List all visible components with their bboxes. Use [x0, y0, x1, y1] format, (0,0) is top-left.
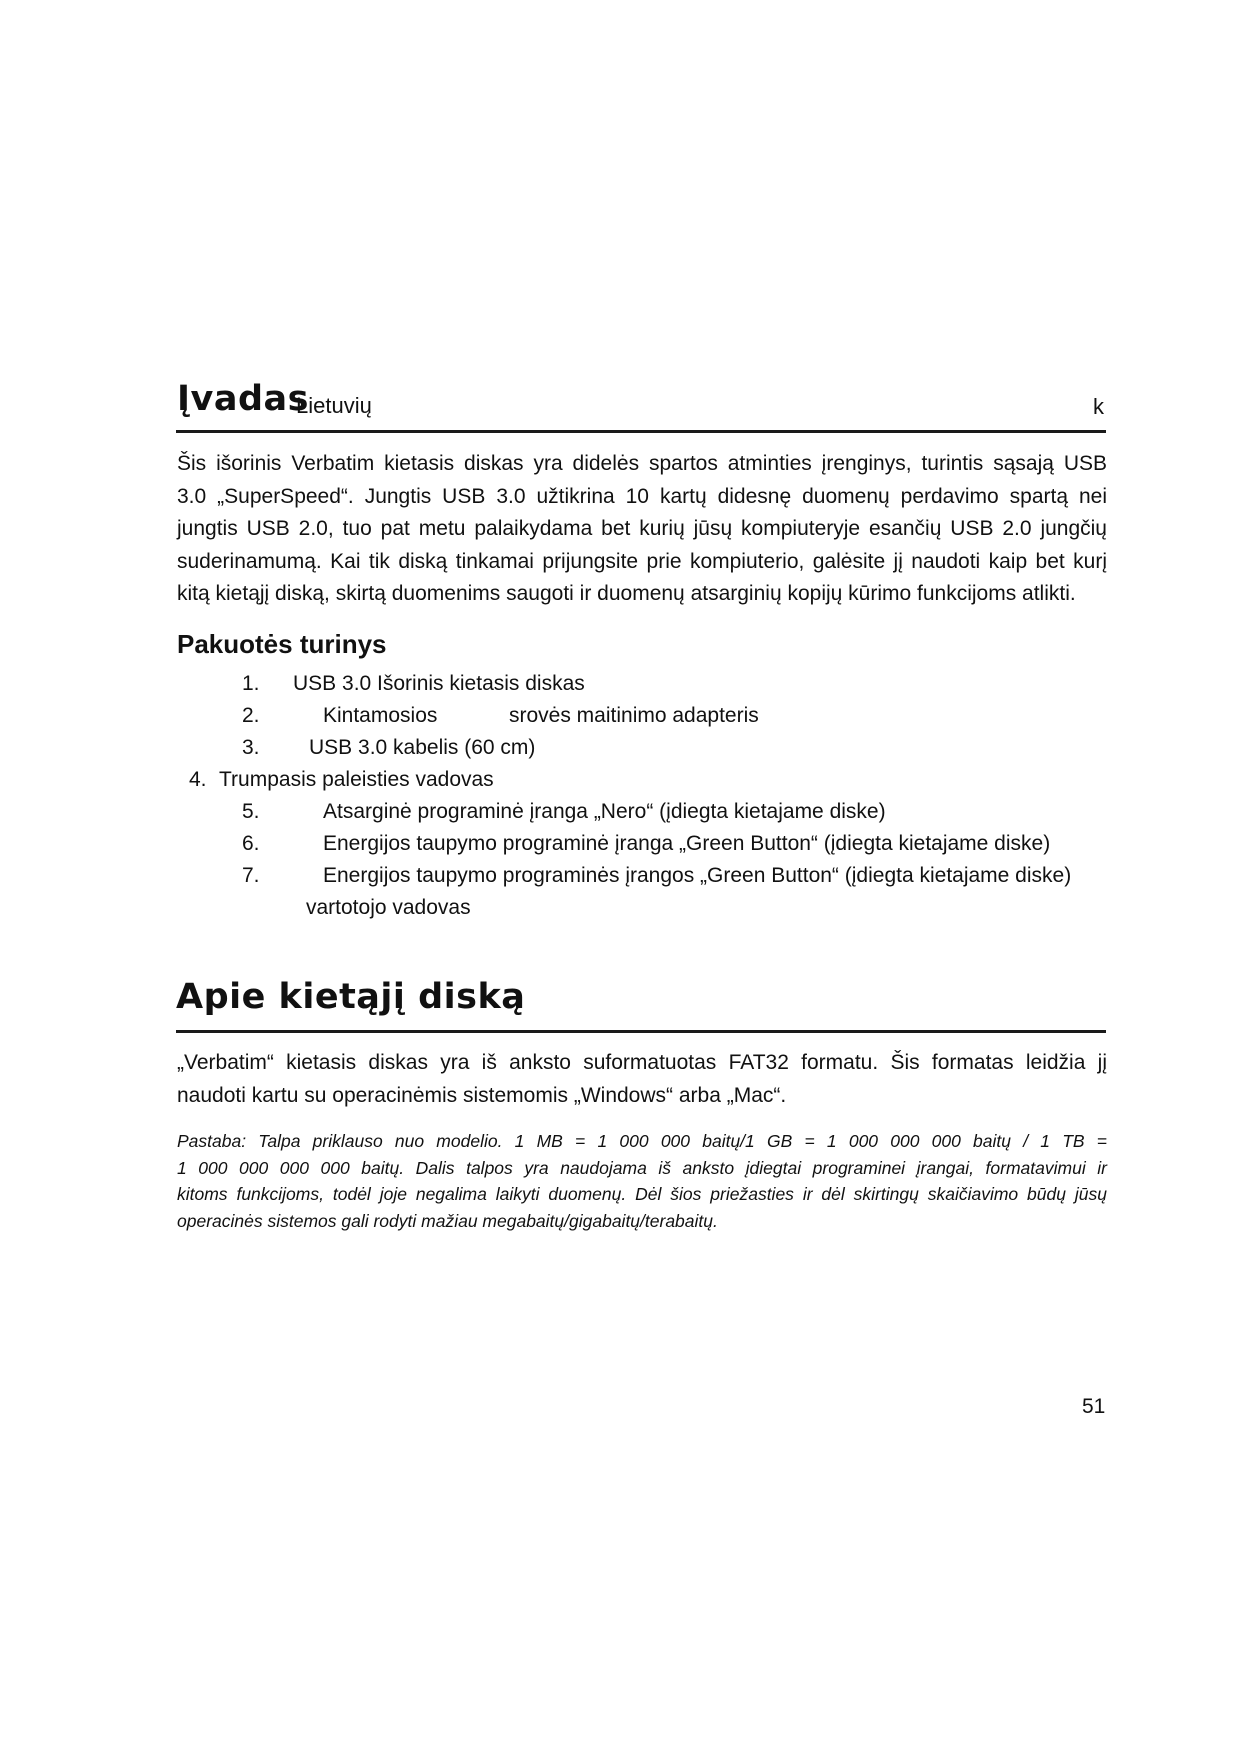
list-item-number: 1.	[242, 672, 260, 695]
list-item-number: 6.	[242, 832, 260, 855]
list-item-text: Energijos taupymo programinė įranga „Green Button“ (įdiegta kietajame diske)	[323, 832, 1051, 855]
note-line: 1 000 000 000 000 baitų. Dalis talpos yra naudojama iš anksto įdiegtai programinei įrangai, formatavimui ir	[177, 1157, 1107, 1178]
intro-line: suderinamumą. Kai tik diską tinkamai prijungsite prie kompiuterio, galėsite jį naudoti kaip bet kurį	[177, 549, 1107, 573]
note-line: operacinės sistemos gali rodyti mažiau megabaitų/gigabaitų/terabaitų.	[177, 1210, 718, 1231]
title-divider	[176, 430, 1106, 433]
header-right-mark: k	[1093, 394, 1104, 419]
about-line: naudoti kartu su operacinėmis sistemomis „Windows“ arba „Mac“.	[177, 1084, 787, 1107]
list-item-number: 7.	[242, 864, 260, 887]
intro-line: jungtis USB 2.0, tuo pat metu palaikydama bet kurių jūsų kompiuteryje esančių USB 2.0 jungčių	[177, 517, 1107, 540]
intro-line: Šis išorinis Verbatim kietasis diskas yra didelės spartos atminties įrenginys, turintis sąsają USB	[177, 452, 1107, 475]
section-title-intro: Įvadas	[177, 379, 309, 419]
capacity-note	[177, 1128, 1107, 1234]
list-item-number: 5.	[242, 800, 260, 823]
about-paragraph	[177, 1046, 1107, 1112]
about-line: „Verbatim“ kietasis diskas yra iš anksto suformatuotas FAT32 formatu. Šis formatas leidžia jį	[177, 1051, 1107, 1074]
list-item-text: Kintamosios	[323, 704, 438, 727]
note-line: kitoms funkcijoms, todėl joje negalima laikyti duomenų. Dėl šios priežasties ir dėl skirtingų skaičiavimo būdų jūsų	[177, 1184, 1107, 1204]
note-line: Pastaba: Talpa priklauso nuo modelio. 1 MB = 1 000 000 baitų/1 GB = 1 000 000 000 baitų / 1 TB =	[177, 1131, 1107, 1151]
list-item-text-continued: srovės maitinimo adapteris	[509, 704, 759, 727]
intro-line: kitą kietąjį diską, skirtą duomenims saugoti ir duomenų atsarginių kopijų kūrimo funkcijoms atlikti.	[177, 582, 1076, 605]
list-item-text-continued: vartotojo vadovas	[306, 896, 471, 919]
list-item-number: 2.	[242, 704, 260, 727]
page-number: 51	[1082, 1395, 1106, 1418]
list-item-text: USB 3.0 Išorinis kietasis diskas	[293, 672, 585, 695]
intro-line: 3.0 „SuperSpeed“. Jungtis USB 3.0 užtikrina 10 kartų didesnę duomenų perdavimo spartą nei	[177, 484, 1107, 508]
list-item-text: Energijos taupymo programinės įrangos „Green Button“ (įdiegta kietajame diske)	[323, 864, 1072, 887]
language-label: Lietuvių	[296, 393, 372, 418]
intro-paragraph	[177, 448, 1107, 611]
package-contents-title: Pakuotės turinys	[177, 629, 387, 659]
title-divider	[176, 1030, 1106, 1033]
list-item-text: USB 3.0 kabelis (60 cm)	[309, 736, 536, 759]
list-item-text: Trumpasis paleisties vadovas	[219, 768, 494, 791]
list-item-number: 4.	[189, 768, 207, 791]
list-item-text: Atsarginė programinė įranga „Nero“ (įdiegta kietajame diske)	[323, 800, 886, 823]
section-title-about: Apie kietąjį diską	[176, 977, 526, 1017]
list-item-number: 3.	[242, 736, 260, 759]
